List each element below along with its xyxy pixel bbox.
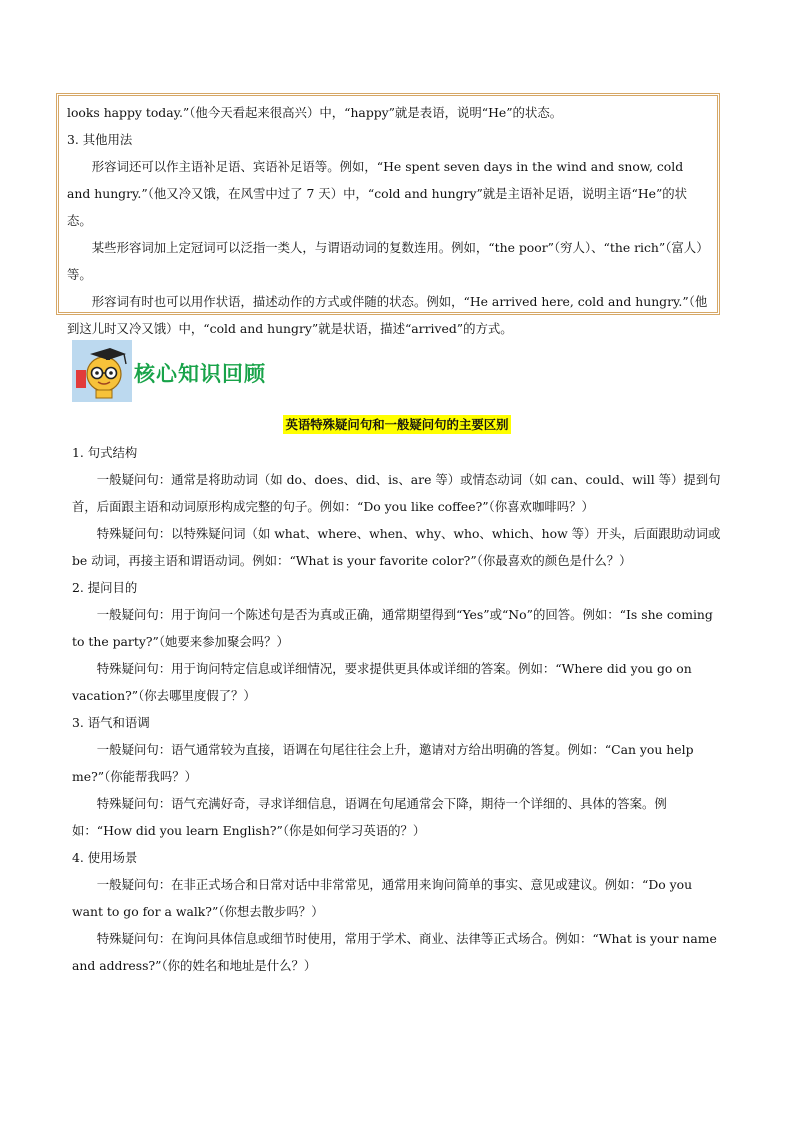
section-title: 核心知识回顾 xyxy=(134,362,266,386)
content-body xyxy=(72,439,722,979)
point-heading: 2. 提问目的 xyxy=(72,580,138,595)
box-paragraph: 形容词有时也可以用作状语，描述动作的方式或伴随的状态。例如，“He arrived here, cold and hungry.”（他到这儿时又冷又饿）中，“cold and hungry”就是状语，描述“arrived”的方式。 xyxy=(67,294,708,336)
mascot-icon xyxy=(72,340,132,402)
usage-box xyxy=(56,93,720,336)
point-paragraph: 特殊疑问句：在询问具体信息或细节时使用，常用于学术、商业、法律等正式场合。例如：“What is your name and address?”（你的姓名和地址是什么？） xyxy=(72,931,717,973)
point-paragraph: 特殊疑问句：语气充满好奇，寻求详细信息，语调在句尾通常会下降，期待一个详细的、具体的答案。例如：“How did you learn English?”（你是如何学习英语的？） xyxy=(72,796,667,838)
point-paragraph: 特殊疑问句：以特殊疑问词（如 what、where、when、why、who、which、how 等）开头，后面跟助动词或 be 动词，再接主语和谓语动词。例如：“What is your favorite color?”（你最喜欢的颜色是什么？） xyxy=(72,526,721,568)
point-paragraph: 一般疑问句：在非正式场合和日常对话中非常常见，通常用来询问简单的事实、意见或建议。例如：“Do you want to go for a walk?”（你想去散步吗？） xyxy=(72,877,693,919)
point-paragraph: 一般疑问句：语气通常较为直接，语调在句尾往往会上升，邀请对方给出明确的答复。例如：“Can you help me?”（你能帮我吗？） xyxy=(72,742,694,784)
box-paragraph: 某些形容词加上定冠词可以泛指一类人，与谓语动词的复数连用。例如，“the poor”（穷人）、“the rich”（富人）等。 xyxy=(67,240,709,282)
highlight-title: 英语特殊疑问句和一般疑问句的主要区别 xyxy=(285,417,509,432)
point-heading: 3. 语气和语调 xyxy=(72,715,150,730)
box-paragraph: 形容词还可以作主语补足语、宾语补足语等。例如，“He spent seven days in the wind and snow, cold and hungry.”（他又冷又饿，在风雪中过了 7 天）中，“cold and hungry”就是主语补足语，说明主语“He”的状态。 xyxy=(67,159,688,228)
point-heading: 4. 使用场景 xyxy=(72,850,138,865)
point-heading: 1. 句式结构 xyxy=(72,445,138,460)
box-subheading: 3. 其他用法 xyxy=(67,132,133,147)
point-paragraph: 特殊疑问句：用于询问特定信息或详细情况，要求提供更具体或详细的答案。例如：“Where did you go on vacation?”（你去哪里度假了？） xyxy=(72,661,692,703)
section-heading xyxy=(72,340,722,402)
point-paragraph: 一般疑问句：用于询问一个陈述句是否为真或正确，通常期望得到“Yes”或“No”的回答。例如：“Is she coming to the party?”（她要来参加聚会吗？） xyxy=(72,607,713,649)
point-paragraph: 一般疑问句：通常是将助动词（如 do、does、did、is、are 等）或情态动词（如 can、could、will 等）提到句首，后面跟主语和动词原形构成完整的句子。例如：“Do you like coffee?”（你喜欢咖啡吗？） xyxy=(72,472,721,514)
box-line: looks happy today.”（他今天看起来很高兴）中，“happy”就是表语，说明“He”的状态。 xyxy=(67,105,563,120)
highlight-title-row xyxy=(0,414,794,434)
